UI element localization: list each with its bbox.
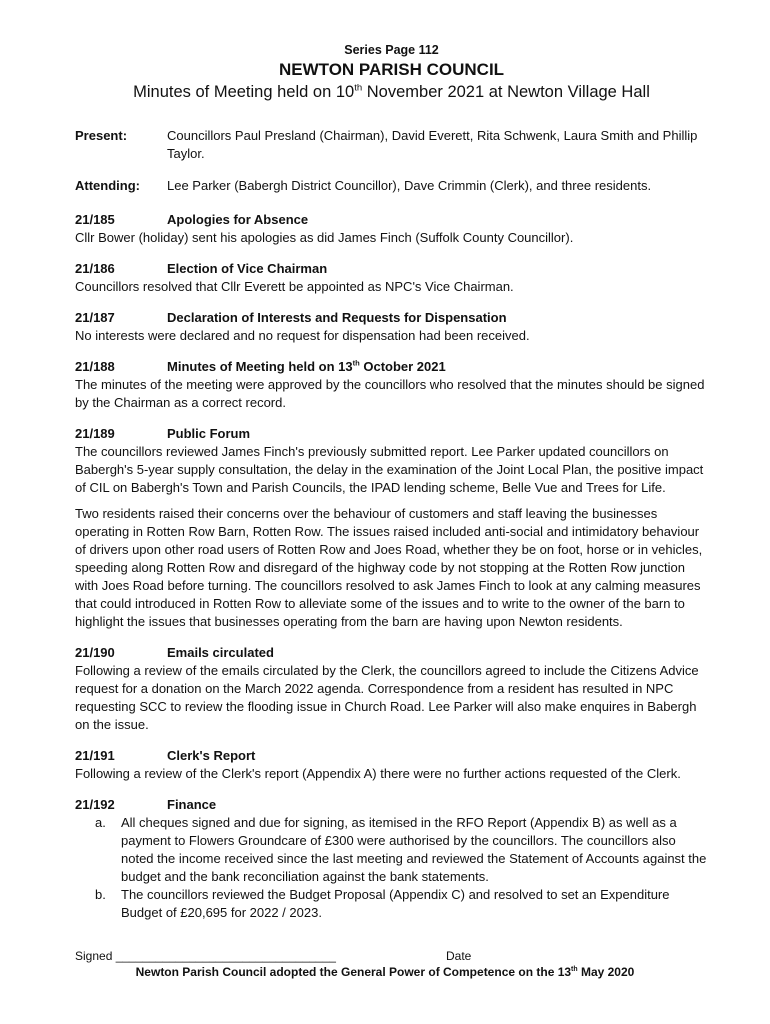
item-title: Emails circulated (167, 645, 274, 660)
item-paragraph: Two residents raised their concerns over the behaviour of customers and staff leaving the businesses operating in Rotten Row Barn, Rotten Row. The issues raised included anti-social and intimidatory behaviour of drivers upon other road users of Rotten Row and Joes Road, whether they be on foot, horse or in vehicles, speeding along Rotten Row and disregard of the highway code by not stopping at the Rotten Row junction with Joes Road before turning. The councillors resolved to ask James Finch to look at any calming measures that could introduced in Rotten Row to alleviate some of the issues and to write to the owner of the barn to highlight the issues that businesses operating from the barn are having upon Newton residents. (75, 506, 703, 629)
item-heading (75, 358, 708, 376)
item-number: 21/190 (75, 645, 115, 660)
item-heading (75, 644, 708, 662)
meeting-subtitle (75, 81, 708, 103)
list-item (95, 886, 708, 922)
item-number: 21/192 (75, 797, 115, 812)
subtitle-text-pre: Minutes of Meeting held on 10 (133, 83, 355, 101)
attending-row (75, 177, 708, 195)
note-superscript: th (571, 966, 578, 973)
minute-item-clerks-report (75, 747, 708, 783)
list-item (95, 814, 708, 886)
item-title-post: October 2021 (359, 359, 446, 374)
item-number: 21/186 (75, 261, 115, 276)
item-title: Apologies for Absence (167, 212, 309, 227)
item-number: 21/188 (75, 359, 115, 374)
minute-item-public-forum (75, 425, 708, 631)
item-title: Public Forum (167, 426, 251, 441)
item-title: Finance (167, 797, 217, 812)
list-marker: a. (95, 815, 106, 830)
minute-item-emails (75, 644, 708, 734)
subtitle-superscript: th (354, 82, 363, 94)
item-number: 21/187 (75, 310, 115, 325)
series-page-number: Series Page 112 (344, 43, 439, 57)
attending-label: Attending: (75, 178, 140, 193)
item-heading (75, 796, 708, 814)
present-row (75, 127, 708, 163)
item-number: 21/189 (75, 426, 115, 441)
item-heading (75, 309, 708, 327)
item-title: Election of Vice Chairman (167, 261, 328, 276)
note-text-post: May 2020 (577, 965, 635, 979)
item-number: 21/185 (75, 212, 115, 227)
present-label: Present: (75, 128, 128, 143)
item-paragraph: Cllr Bower (holiday) sent his apologies as did James Finch (Suffolk County Councillor). (75, 230, 574, 245)
item-title-superscript: th (352, 358, 360, 368)
item-heading (75, 425, 708, 443)
minute-item-declarations (75, 309, 708, 345)
item-heading (75, 211, 708, 229)
present-text: Councillors Paul Presland (Chairman), David Everett, Rita Schwenk, Laura Smith and Phillip Taylor. (167, 128, 698, 161)
item-paragraph: No interests were declared and no request for dispensation had been received. (75, 328, 530, 343)
item-paragraph: The councillors reviewed James Finch's previously submitted report. Lee Parker updated councillors on Babergh's 5-year supply consultation, the delay in the examination of the Joint Local Plan, the positive impact of CIL on Babergh's Town and Parish Councils, the IPAD lending scheme, Belle Vue and Trees for Life. (75, 444, 704, 495)
signature-line (75, 948, 695, 964)
item-title: Clerk's Report (167, 748, 256, 763)
item-title-pre: Minutes of Meeting held on 13 (167, 359, 353, 374)
minute-item-previous-minutes (75, 358, 708, 412)
item-title: Declaration of Interests and Requests for Dispensation (167, 310, 507, 325)
item-paragraph: Councillors resolved that Cllr Everett be appointed as NPC's Vice Chairman. (75, 279, 514, 294)
minute-item-finance (75, 796, 708, 922)
minute-item-vice-chairman (75, 260, 708, 296)
finance-list (75, 814, 708, 922)
item-number: 21/191 (75, 748, 115, 763)
subtitle-text-post: November 2021 at Newton Village Hall (362, 83, 650, 101)
list-item-text: The councillors reviewed the Budget Proposal (Appendix C) and resolved to set an Expenditure Budget of £20,695 for 2022 / 2023. (121, 887, 670, 920)
item-paragraph: Following a review of the emails circulated by the Clerk, the councillors agreed to include the Citizens Advice request for a donation on the March 2022 agenda. Correspondence from a resident has resulted in NPC requesting SCC to review the flooding issue in Church Road. Lee Parker will also make enquires in Babergh on the issue. (75, 663, 699, 732)
item-title (167, 358, 446, 376)
signed-field: Signed _________________________________ (75, 949, 336, 963)
item-heading (75, 747, 708, 765)
minute-item-apologies (75, 211, 708, 247)
general-power-note (0, 964, 770, 980)
attending-text: Lee Parker (Babergh District Councillor), Dave Crimmin (Clerk), and three residents. (167, 178, 652, 193)
item-heading (75, 260, 708, 278)
note-text-pre: Newton Parish Council adopted the General Power of Competence on the 13 (135, 965, 572, 979)
council-name: NEWTON PARISH COUNCIL (278, 60, 505, 79)
list-marker: b. (95, 887, 106, 902)
item-paragraph: Following a review of the Clerk's report (Appendix A) there were no further actions requested of the Clerk. (75, 766, 681, 781)
item-paragraph: The minutes of the meeting were approved by the councillors who resolved that the minutes should be signed by the Chairman as a correct record. (75, 377, 705, 410)
list-item-text: All cheques signed and due for signing, as itemised in the RFO Report (Appendix B) as well as a payment to Flowers Groundcare of £300 were authorised by the councillors. The councillors also noted the income received since the last meeting and reviewed the Statement of Accounts against the budget and the bank reconciliation against the bank statements. (121, 815, 707, 884)
date-field: Date (446, 949, 472, 963)
